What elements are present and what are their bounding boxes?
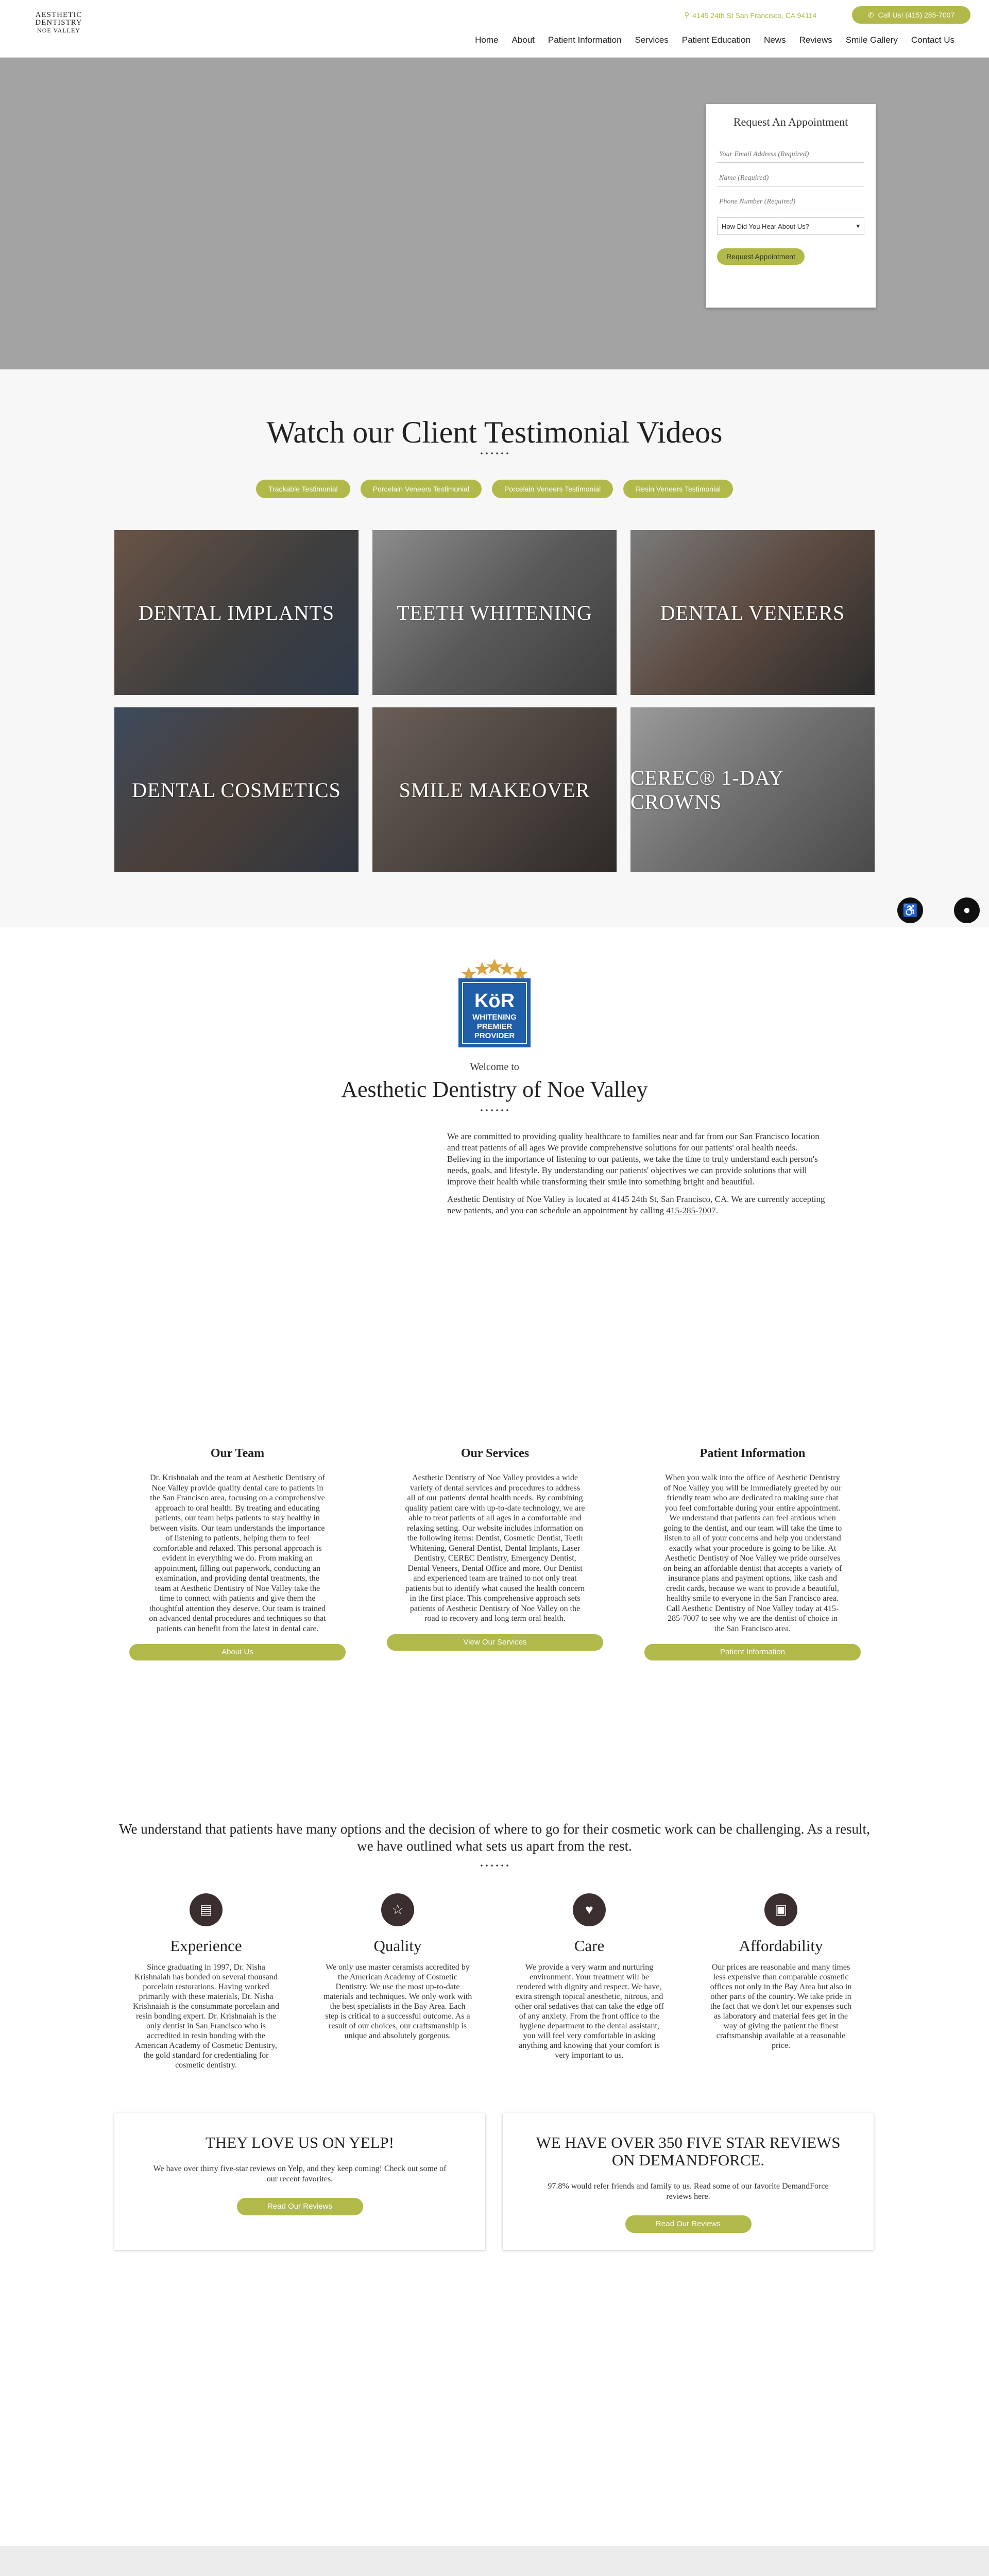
testimonial-section: [0, 369, 989, 927]
review-box-text: We have over thirty five-star reviews on Yelp, and they keep coming! Check out some of our recent favorites.: [153, 2164, 447, 2183]
nav-about[interactable]: About: [511, 35, 535, 45]
chat-icon[interactable]: ●: [954, 897, 980, 923]
feature-quality: [315, 1893, 480, 2041]
hero-banner: [0, 58, 989, 369]
nav-home[interactable]: Home: [475, 35, 499, 45]
feature-experience: [124, 1893, 288, 2070]
pill-resin-veneers-testimonial[interactable]: Resin Veneers Testimonial: [623, 480, 733, 498]
patient-information-column: [642, 1447, 863, 1660]
column-text: Aesthetic Dentistry of Noe Valley provides a wide variety of dental services and procedures to address all of our patients' dental health needs. By combining quality patient care with up-to-date technology, we are able to treat patients of all ages in a comfortable and relaxing setting. Our website includes information on the following items: Dentist, Cosmetic Dentist, Teeth Whitening, General Dentist, Dental Implants, Laser Dentistry, CEREC Dentistry, Emergency Dentist, Dental Veneers, Dental Office and more. Our Dentist and experienced team are trained to not only treat patients but to identify what caused the health concern in the first place. This comprehensive approach sets patients of Aesthetic Dentistry of Noe Valley on the road to recovery and long term oral health.: [405, 1473, 585, 1623]
badge-stars: [462, 959, 527, 980]
email-field[interactable]: [717, 139, 864, 163]
column-text: Dr. Krishnaiah and the team at Aesthetic Dentistry of Noe Valley provide quality dental care to patients in the San Francisco area, focusing on a comprehensive approach to oral health. By treating and educating patients, our team helps patients to stay healthy in between visits. Our team understands the importance of listening to patients, helping them to feel comfortable and relaxed. This personal approach is evident in everything we do. From making an appointment, filling out paperwork, conducting an examination, and providing dental treatments, the team at Aesthetic Dentistry of Noe Valley take the time to connect with patients and give them the thoughtful attention they deserve. Our team is trained on advanced dental procedures and techniques so that patients can benefit from the latest in dental care.: [149, 1473, 326, 1633]
differentiators-text: We understand that patients have many options and the decision of where to go for their cosmetic work can be challenging. As a result, we have outlined what sets us apart from the rest.: [119, 1821, 870, 1854]
nav-patient-information[interactable]: Patient Information: [548, 35, 622, 45]
call-button[interactable]: [852, 6, 970, 24]
accessibility-icon[interactable]: ♿: [897, 897, 923, 923]
service-tile-grid: [114, 530, 875, 872]
feature-text: We only use master ceramists accredited by the American Academy of Cosmetic Dentistry. We use the most up-to-date materials and techniques. We only work with the best specialists in the Bay Area. Each step is critical to a successful outcome. As a result of our choices, our craftsmanship is unique and absolutely gorgeous.: [323, 1963, 472, 2040]
badge-line-3: PREMIER: [476, 1022, 513, 1031]
nav-reviews[interactable]: Reviews: [799, 35, 832, 45]
title-divider: [479, 452, 510, 455]
feature-title: Care: [574, 1937, 605, 1955]
badge-line-4: PROVIDER: [474, 1031, 515, 1040]
name-field[interactable]: [717, 163, 864, 187]
tile-dental-cosmetics[interactable]: [114, 707, 359, 872]
yelp-reviews-button[interactable]: Read Our Reviews: [237, 2198, 363, 2215]
demandforce-review-box: [503, 2113, 874, 2250]
nav-patient-education[interactable]: Patient Education: [681, 35, 751, 45]
tile-label: SMILE MAKEOVER: [399, 778, 590, 802]
title-divider: [479, 1109, 510, 1112]
feature-title: Experience: [170, 1937, 242, 1955]
tile-label: DENTAL IMPLANTS: [138, 601, 335, 624]
logo-line-1: AESTHETIC: [35, 11, 82, 19]
intro-paragraph-2-text: Aesthetic Dentistry of Noe Valley is located at 4145 24th St, San Francisco, CA. We are currently accepting new patients, and you can schedule an appointment by calling: [447, 1194, 825, 1215]
intro-paragraph-1: We are committed to providing quality healthcare to families near and far from our San Francisco location and treat patients of all ages We provide comprehensive solutions for our patients' oral health needs. Believing in the importance of listening to our patients, we take the time to truly understand each person's needs, goals, and lifestyle. By understanding our patients' objectives we can provide solutions that will improve their health while transforming their smile into something bright and beautiful.: [447, 1131, 820, 1187]
tile-label: TEETH WHITENING: [397, 601, 592, 624]
welcome-intro: [447, 1131, 828, 1223]
appointment-form-title: Request An Appointment: [733, 115, 848, 128]
title-divider: [479, 1864, 510, 1867]
nav-contact-us[interactable]: Contact Us: [911, 35, 954, 45]
our-services-column: [384, 1447, 606, 1651]
intro-paragraph-2: [447, 1194, 828, 1216]
column-text: When you walk into the office of Aesthetic Dentistry of Noe Valley you will be immediately greeted by our friendly team who are dedicated to making sure that you feel comfortable during your entire appointment. We understand that patients can feel anxious when going to the dentist, and our team will take the time to listen to all of your concerns and help you understand exactly what your procedure is going to be like. At Aesthetic Dentistry of Noe Valley we pride ourselves on being an affordable dentist that accepts a variety of insurance plans and payment options, like cash and credit cards, because we want to provide a beautiful, healthy smile to everyone in the San Francisco area. Call Aesthetic Dentistry of Noe Valley today at 415-285-7007 to see why we are the dentist of choice in the San Francisco area.: [663, 1473, 842, 1633]
column-title: Our Team: [210, 1447, 265, 1460]
pill-porcelain-veneers-testimonial-2[interactable]: Porcelain Veneers Testimonial: [492, 480, 613, 498]
clipboard-icon: ▤: [190, 1893, 223, 1926]
badge-line-2: WHITENING: [472, 1013, 517, 1022]
yelp-review-box: [114, 2113, 485, 2250]
appointment-form: [706, 104, 876, 308]
feature-title: Affordability: [739, 1937, 823, 1955]
nav-services[interactable]: Services: [635, 35, 669, 45]
kor-whitening-badge: [456, 956, 533, 1048]
logo-line-3: NOE VALLEY: [37, 27, 80, 34]
about-us-button[interactable]: About Us: [129, 1644, 346, 1660]
column-title: Patient Information: [700, 1447, 806, 1460]
our-team-column: [127, 1447, 348, 1660]
tile-teeth-whitening[interactable]: [372, 530, 617, 695]
tile-label: CEREC® 1-DAY CROWNS: [630, 766, 783, 814]
heart-icon: ♥: [573, 1893, 606, 1926]
tile-label: DENTAL VENEERS: [660, 601, 845, 624]
view-services-button[interactable]: View Our Services: [387, 1634, 603, 1651]
pill-trackable-testimonial[interactable]: Trackable Testimonial: [256, 480, 350, 498]
feature-text: We provide a very warm and nurturing environment. Your treatment will be rendered with dignity and respect. We have, extra strength topical anesthetic, nitrous, and other oral sedatives that can take the edge off of any anxiety. From the front office to the hygiene department to the dental assistant, you will feel very comfortable in asking anything and knowing that your comfort is very important to us.: [515, 1963, 664, 2060]
tile-label: DENTAL COSMETICS: [132, 778, 341, 802]
testimonial-title: Watch our Client Testimonial Videos: [266, 415, 723, 449]
badge-line-1: KöR: [474, 990, 515, 1012]
welcome-heading: [0, 1061, 989, 1112]
site-header: [0, 0, 989, 58]
phone-field[interactable]: [717, 187, 864, 210]
feature-text: Our prices are reasonable and many times less expensive than comparable cosmetic offices not only in the Bay Area but also in other parts of the country. We take pride in the fact that we don't let our expenses such as laboratory and material fees get in the way of giving the patient the finest craftsmanship available at a reasonable price.: [710, 1963, 852, 2050]
tile-dental-implants[interactable]: [114, 530, 359, 695]
patient-information-button[interactable]: Patient Information: [644, 1644, 861, 1660]
review-box-title: THEY LOVE US ON YELP!: [205, 2133, 395, 2151]
logo-line-2: DENTISTRY: [35, 19, 82, 27]
header-address[interactable]: [684, 11, 816, 20]
feature-affordability: [698, 1893, 863, 2050]
call-button-label: Call Us! (415) 285-7007: [878, 11, 955, 19]
referral-select[interactable]: [717, 217, 864, 235]
review-box-text: 97.8% would refer friends and family to us. Read some of our favorite DemandForce reviews here.: [548, 2182, 829, 2201]
review-box-title: WE HAVE OVER 350 FIVE STAR REVIEWS ON DEMANDFORCE.: [536, 2133, 841, 2169]
referral-select-value: How Did You Hear About Us?: [722, 222, 809, 230]
header-address-text: 4145 24th St San Francisco, CA 94114: [692, 11, 817, 20]
pill-porcelain-veneers-testimonial[interactable]: Porcelain Veneers Testimonial: [361, 480, 482, 498]
money-icon: ▣: [764, 1893, 797, 1926]
phone-icon: ✆: [867, 10, 874, 19]
welcome-pre: Welcome to: [470, 1061, 519, 1073]
welcome-title: Aesthetic Dentistry of Noe Valley: [341, 1077, 648, 1102]
main-nav: [468, 35, 961, 45]
nav-news[interactable]: News: [764, 35, 786, 45]
demandforce-reviews-button[interactable]: Read Our Reviews: [625, 2215, 752, 2233]
map-pin-icon: ⚲: [684, 11, 690, 19]
floating-buttons: [897, 897, 980, 923]
chevron-down-icon: ▾: [856, 222, 860, 230]
differentiators-intro: [113, 1821, 876, 1867]
feature-text: Since graduating in 1997, Dr. Nisha Krishnaiah has bonded on several thousand porcelain restorations. Having worked primarily with these materials, Dr. Nisha Krishnaiah is the consummate porcelain and resin bonding expert. Dr. Krishnaiah is the only dentist in San Francisco who is accredited in resin bonding with the American Academy of Cosmetic Dentistry, the gold standard for credentialing for cosmetic dentistry.: [133, 1963, 279, 2070]
intro-period: .: [715, 1206, 718, 1215]
tile-cerec-crowns[interactable]: [630, 707, 875, 872]
contact-band: [0, 2546, 989, 2576]
testimonial-pills: [0, 480, 989, 498]
request-appointment-button[interactable]: Request Appointment: [717, 248, 805, 265]
site-logo[interactable]: [33, 11, 84, 35]
tile-dental-veneers[interactable]: [630, 530, 875, 695]
intro-phone-link[interactable]: 415-285-7007: [666, 1206, 716, 1215]
star-icon: ☆: [381, 1893, 414, 1926]
tile-smile-makeover[interactable]: [372, 707, 617, 872]
column-title: Our Services: [461, 1447, 530, 1460]
feature-title: Quality: [373, 1937, 422, 1955]
nav-smile-gallery[interactable]: Smile Gallery: [845, 35, 898, 45]
feature-care: [507, 1893, 672, 2060]
